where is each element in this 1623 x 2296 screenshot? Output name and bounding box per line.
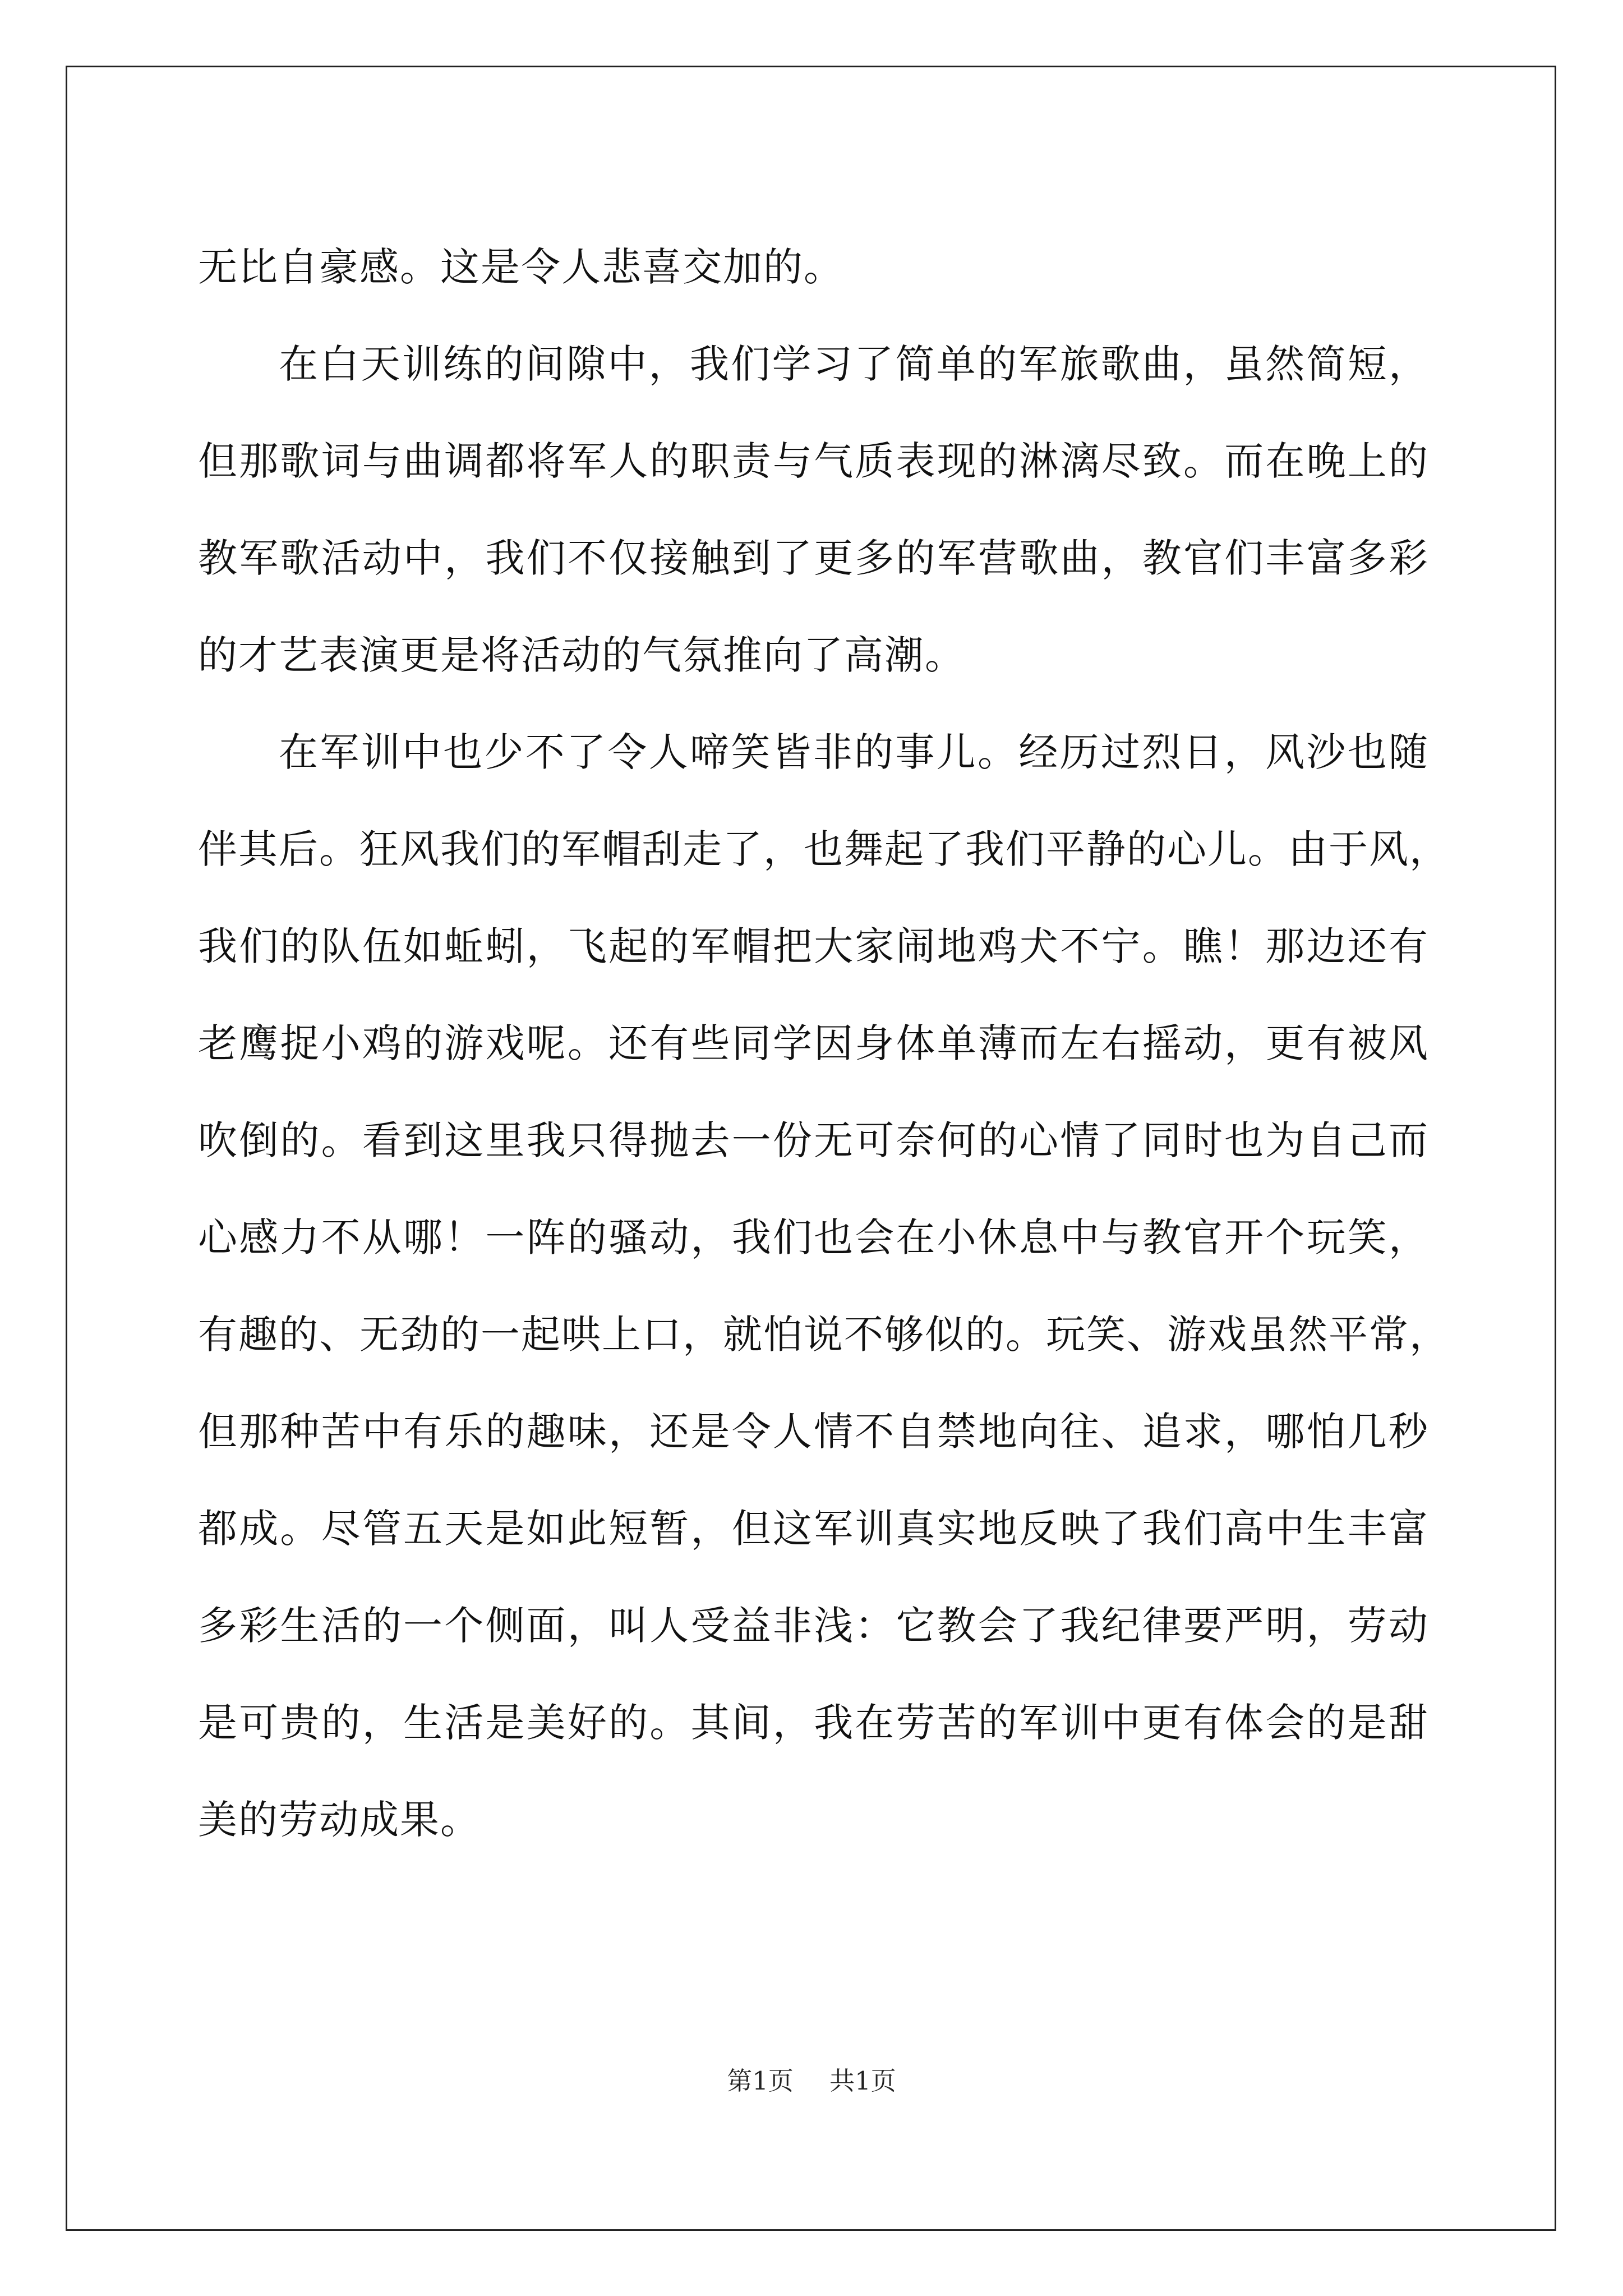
text-line-7: 伴其后。狂风我们的军帽刮走了，也舞起了我们平静的心儿。由于风， — [198, 826, 1450, 872]
text-line-11: 心感力不从哪！一阵的骚动，我们也会在小休息中与教官开个玩笑， — [198, 1214, 1429, 1260]
page-total: 共1页 — [829, 2066, 896, 2096]
text-line-10: 吹倒的。看到这里我只得抛去一份无可奈何的心情了同时也为自己而 — [198, 1117, 1429, 1163]
text-line-16: 是可贵的，生活是美好的。其间，我在劳苦的军训中更有体会的是甜 — [198, 1700, 1429, 1746]
text-line-17: 美的劳动成果。 — [198, 1797, 481, 1843]
text-line-5: 的才艺表演更是将活动的气氛推向了高潮。 — [198, 632, 965, 678]
page-number: 第1页 — [727, 2066, 794, 2096]
text-line-1: 无比自豪感。这是令人悲喜交加的。 — [198, 244, 844, 290]
text-line-2: 在白天训练的间隙中，我们学习了简单的军旅歌曲，虽然简短， — [279, 341, 1429, 387]
page-footer — [0, 2064, 1623, 2098]
text-line-9: 老鹰捉小鸡的游戏呢。还有些同学因身体单薄而左右摇动，更有被风 — [198, 1020, 1429, 1066]
text-line-8: 我们的队伍如蚯蚓，飞起的军帽把大家闹地鸡犬不宁。瞧！那边还有 — [198, 923, 1429, 969]
text-line-4: 教军歌活动中，我们不仅接触到了更多的军营歌曲，教官们丰富多彩 — [198, 535, 1429, 581]
text-line-13: 但那种苦中有乐的趣味，还是令人情不自禁地向往、追求，哪怕几秒 — [198, 1409, 1429, 1455]
text-line-3: 但那歌词与曲调都将军人的职责与气质表现的淋漓尽致。而在晚上的 — [198, 438, 1429, 484]
text-line-6: 在军训中也少不了令人啼笑皆非的事儿。经历过烈日，风沙也随 — [279, 729, 1429, 775]
document-body — [198, 219, 1450, 1869]
text-line-15: 多彩生活的一个侧面，叫人受益非浅：它教会了我纪律要严明，劳动 — [198, 1603, 1429, 1649]
text-line-12: 有趣的、无劲的一起哄上口，就怕说不够似的。玩笑、游戏虽然平常， — [198, 1312, 1450, 1358]
text-line-14: 都成。尽管五天是如此短暂，但这军训真实地反映了我们高中生丰富 — [198, 1506, 1429, 1552]
